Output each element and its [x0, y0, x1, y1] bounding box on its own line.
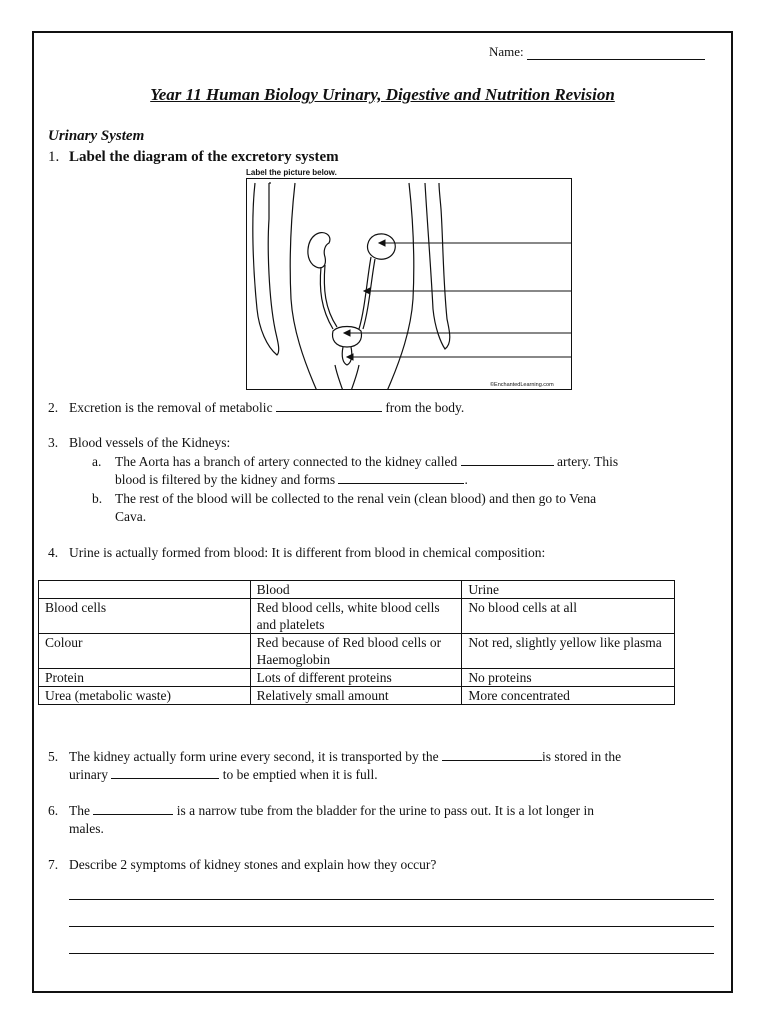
answer-blank[interactable] — [338, 471, 464, 484]
sub-text: The Aorta has a branch of artery connected to the kidney called — [115, 454, 458, 469]
answer-line[interactable] — [69, 953, 714, 954]
table-row — [39, 634, 675, 669]
question-text-mid: is stored in the — [542, 749, 622, 764]
table-cell-blood: Relatively small amount — [250, 687, 462, 705]
question-number: 6. — [48, 803, 59, 818]
question-text-line2: males. — [69, 821, 104, 836]
answer-line[interactable] — [69, 926, 714, 927]
excretory-system-diagram — [246, 178, 572, 390]
sub-marker: a. — [92, 454, 102, 469]
answer-blank[interactable] — [93, 802, 173, 815]
table-cell-blood: Red blood cells, white blood cells and platelets — [250, 599, 462, 634]
question-text: Urine is actually formed from blood: It is different from blood in chemical composition: — [69, 545, 546, 560]
name-blank[interactable] — [527, 47, 705, 60]
sub-marker: b. — [92, 491, 103, 506]
page-title: Year 11 Human Biology Urinary, Digestive and Nutrition Revision — [150, 85, 615, 104]
question-text: Describe 2 symptoms of kidney stones and explain how they occur? — [69, 857, 437, 872]
question-number: 4. — [48, 545, 59, 560]
section-title: Urinary System — [48, 128, 145, 144]
sub-text-line2: blood is filtered by the kidney and forms — [115, 472, 336, 487]
name-label: Name: — [489, 44, 524, 59]
answer-line[interactable] — [69, 899, 714, 900]
table-header-row — [39, 581, 675, 599]
question-text-end: is a narrow tube from the bladder for the urine to pass out. It is a lot longer in — [176, 803, 595, 818]
question-number: 1. — [48, 149, 60, 165]
question-text: Blood vessels of the Kidneys: — [69, 435, 231, 450]
comparison-table — [38, 580, 675, 705]
question-number: 7. — [48, 857, 59, 872]
answer-blank[interactable] — [276, 399, 382, 412]
sub-text-line2: Cava. — [115, 509, 147, 524]
question-text: The kidney actually form urine every second, it is transported by the — [69, 749, 439, 764]
diagram-caption: Label the picture below. — [246, 168, 337, 177]
sub-text: The rest of the blood will be collected to the renal vein (clean blood) and then go to Vena — [115, 491, 597, 506]
question-text: The — [69, 803, 90, 818]
table-cell-label: Protein — [39, 669, 251, 687]
answer-blank[interactable] — [111, 766, 219, 779]
answer-blank[interactable] — [442, 748, 542, 761]
table-row — [39, 687, 675, 705]
table-row — [39, 669, 675, 687]
sub-text-line2-end: . — [464, 472, 468, 487]
table-header-cell: Urine — [462, 581, 675, 599]
table-cell-label: Colour — [39, 634, 251, 669]
table-cell-urine: Not red, slightly yellow like plasma — [462, 634, 675, 669]
table-row — [39, 599, 675, 634]
table-cell-urine: More concentrated — [462, 687, 675, 705]
excretory-system-illustration — [247, 179, 572, 390]
question-number: 5. — [48, 749, 59, 764]
table-cell-blood: Red because of Red blood cells or Haemoglobin — [250, 634, 462, 669]
table-cell-label: Urea (metabolic waste) — [39, 687, 251, 705]
table-cell-label: Blood cells — [39, 599, 251, 634]
question-text-line2: urinary — [69, 767, 108, 782]
question-number: 2. — [48, 400, 59, 415]
question-text-end: from the body. — [385, 400, 465, 415]
table-cell-urine: No proteins — [462, 669, 675, 687]
question-text: Label the diagram of the excretory system — [69, 149, 339, 165]
question-text: Excretion is the removal of metabolic — [69, 400, 273, 415]
name-field[interactable] — [489, 44, 705, 60]
table-header-cell: Blood — [250, 581, 462, 599]
question-text-line2-end: to be emptied when it is full. — [222, 767, 378, 782]
sub-text-end: artery. This — [556, 454, 619, 469]
table-cell-blood: Lots of different proteins — [250, 669, 462, 687]
table-header-cell — [39, 581, 251, 599]
question-number: 3. — [48, 435, 59, 450]
answer-blank[interactable] — [461, 453, 554, 466]
diagram-credit: ©EnchantedLearning.com — [490, 382, 554, 388]
table-cell-urine: No blood cells at all — [462, 599, 675, 634]
